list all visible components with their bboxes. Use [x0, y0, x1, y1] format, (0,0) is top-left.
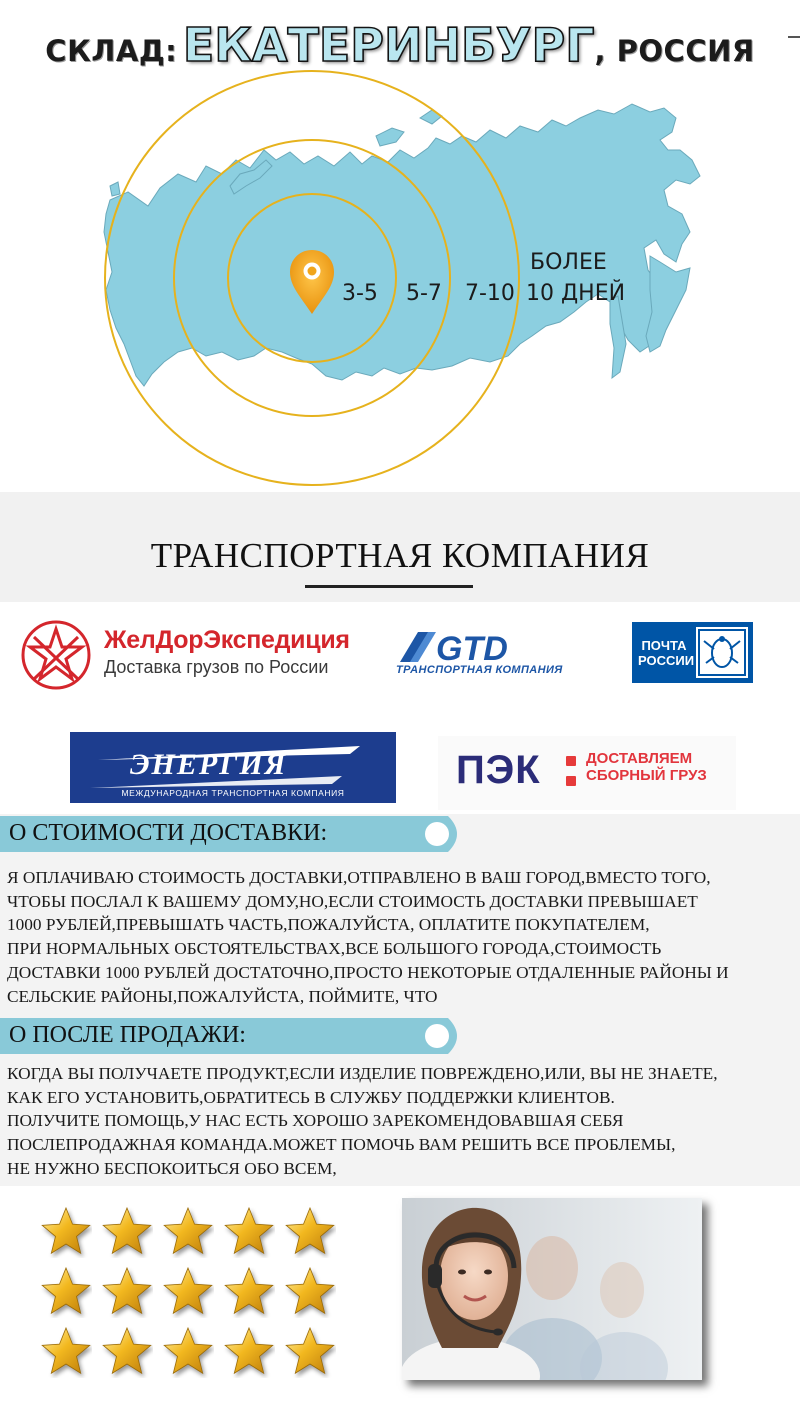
shipping-cost-heading: О СТОИМОСТИ ДОСТАВКИ: [9, 820, 328, 846]
pek-colon-icon [566, 756, 576, 786]
star-icon [40, 1326, 92, 1378]
support-operator-photo [402, 1198, 702, 1380]
pek-tagline-line1: ДОСТАВЛЯЕМ [586, 750, 693, 767]
gtd-logo-icon [396, 630, 574, 664]
pochta-logo [632, 622, 753, 683]
star-icon [40, 1266, 92, 1318]
warehouse-country: , РОССИЯ [594, 34, 755, 68]
pek-name: ПЭК [456, 748, 541, 792]
pochta-line2: РОССИИ [638, 653, 695, 668]
pochta-text [638, 638, 695, 668]
warehouse-prefix: СКЛАД: [45, 34, 178, 68]
rating-section [0, 1186, 800, 1402]
text-line: КОГДА ВЫ ПОЛУЧАЕТЕ ПРОДУКТ,ЕСЛИ ИЗДЕЛИЕ ПОВРЕЖДЕНО,ИЛИ, ВЫ НЕ ЗНАЕТЕ, [7, 1064, 718, 1083]
text-line: ПРИ НОРМАЛЬНЫХ ОБСТОЯТЕЛЬСТВАХ,ВСЕ БОЛЬШОГО ГОРОДА,СТОИМОСТЬ [7, 939, 662, 959]
star-icon [101, 1326, 153, 1378]
text-line: СЕЛЬСКИЕ РАЙОНЫ,ПОЖАЛУЙСТА, ПОЙМИТЕ, ЧТО [7, 986, 438, 1006]
star-icon [284, 1206, 336, 1258]
shipping-cost-section [0, 814, 800, 1014]
kamchatka-peninsula [646, 256, 690, 352]
transport-title: ТРАНСПОРТНАЯ КОМПАНИЯ [150, 536, 650, 575]
star-icon [162, 1326, 214, 1378]
star-icon [40, 1206, 92, 1258]
star-icon [223, 1266, 275, 1318]
star-icon [223, 1326, 275, 1378]
star-icon [162, 1266, 214, 1318]
text-line: КАК ЕГО УСТАНОВИТЬ,ОБРАТИТЕСЬ В СЛУЖБУ ПОДДЕРЖКИ КЛИЕНТОВ. [7, 1087, 615, 1107]
title-underline [305, 585, 473, 588]
after-sales-text [7, 1062, 718, 1181]
star-icon [101, 1266, 153, 1318]
zde-name: ЖелДорЭкспедиция [104, 626, 350, 654]
star-icon [101, 1206, 153, 1258]
text-line: Я ОПЛАЧИВАЮ СТОИМОСТЬ ДОСТАВКИ,ОТПРАВЛЕНО В ВАШ ГОРОД,ВМЕСТО ТОГО, [7, 868, 711, 887]
pek-logo [438, 736, 736, 810]
transport-section [0, 492, 800, 602]
text-line: ДОСТАВКИ 1000 РУБЛЕЙ ДОСТАТОЧНО,ПРОСТО НЕКОТОРЫЕ ОТДАЛЕННЫЕ РАЙОНЫ И [7, 962, 729, 982]
warehouse-city: ЕКАТЕРИНБУРГ [182, 18, 595, 72]
star-icon [284, 1326, 336, 1378]
after-sales-banner [0, 1018, 466, 1054]
zone-label-3-5: 3-5 [342, 281, 378, 306]
warehouse-title [0, 18, 800, 72]
text-line: ПОЛУЧИТЕ ПОМОЩЬ,У НАС ЕСТЬ ХОРОШО ЗАРЕКОМЕНДОВАВШАЯ СЕБЯ [7, 1111, 624, 1131]
carrier-logos [0, 602, 800, 814]
pek-tagline [586, 750, 707, 784]
after-sales-section [0, 1014, 800, 1186]
russia-map [0, 0, 800, 492]
zde-tagline: Доставка грузов по России [104, 657, 329, 677]
star-icon [284, 1266, 336, 1318]
zone-label-5-7: 5-7 [406, 281, 442, 306]
star-icon [223, 1206, 275, 1258]
shipping-cost-banner [0, 816, 466, 852]
russia-silhouette [104, 104, 700, 386]
text-line: ПОСЛЕПРОДАЖНАЯ КОМАНДА.МОЖЕТ ПОМОЧЬ ВАМ РЕШИТЬ ВСЕ ПРОБЛЕМЫ, [7, 1135, 676, 1155]
eagle-crest-icon [696, 627, 748, 678]
zone-label-7-10: 7-10 [465, 281, 515, 306]
text-line: 1000 РУБЛЕЙ,ПРЕВЫШАТЬ ЧАСТЬ,ПОЖАЛУЙСТА, ОПЛАТИТЕ ПОКУПАТЕЛЕМ, [7, 915, 650, 935]
text-line: ЧТОБЫ ПОСЛАЛ К ВАШЕМУ ДОМУ,НО,ЕСЛИ СТОИМОСТЬ ДОСТАВКИ ПРЕВЫШАЕТ [7, 891, 698, 911]
gtd-name: GTD [436, 630, 508, 664]
after-sales-heading: О ПОСЛЕ ПРОДАЖИ: [9, 1022, 246, 1048]
energia-tagline: МЕЖДУНАРОДНАЯ ТРАНСПОРТНАЯ КОМПАНИЯ [121, 788, 345, 798]
delivery-map-section [0, 0, 800, 492]
pochta-line1: ПОЧТА [641, 638, 687, 653]
zone-label-outer-line2: 10 ДНЕЙ [526, 281, 626, 306]
energia-name: ЭНЕРГИЯ [130, 748, 288, 781]
corner-mark [788, 36, 800, 38]
shipping-cost-text [7, 866, 729, 1008]
text-line: НЕ НУЖНО БЕСПОКОИТЬСЯ ОБО ВСЕМ, [7, 1158, 337, 1178]
pek-tagline-line2: СБОРНЫЙ ГРУЗ [586, 767, 707, 784]
gtd-tagline: ТРАНСПОРТНАЯ КОМПАНИЯ [396, 664, 563, 676]
energia-logo [70, 732, 396, 803]
zone-label-outer-line1: БОЛЕЕ [530, 250, 607, 275]
zde-emblem-icon [18, 619, 94, 691]
star-icon [162, 1206, 214, 1258]
star-rating [40, 1206, 350, 1396]
